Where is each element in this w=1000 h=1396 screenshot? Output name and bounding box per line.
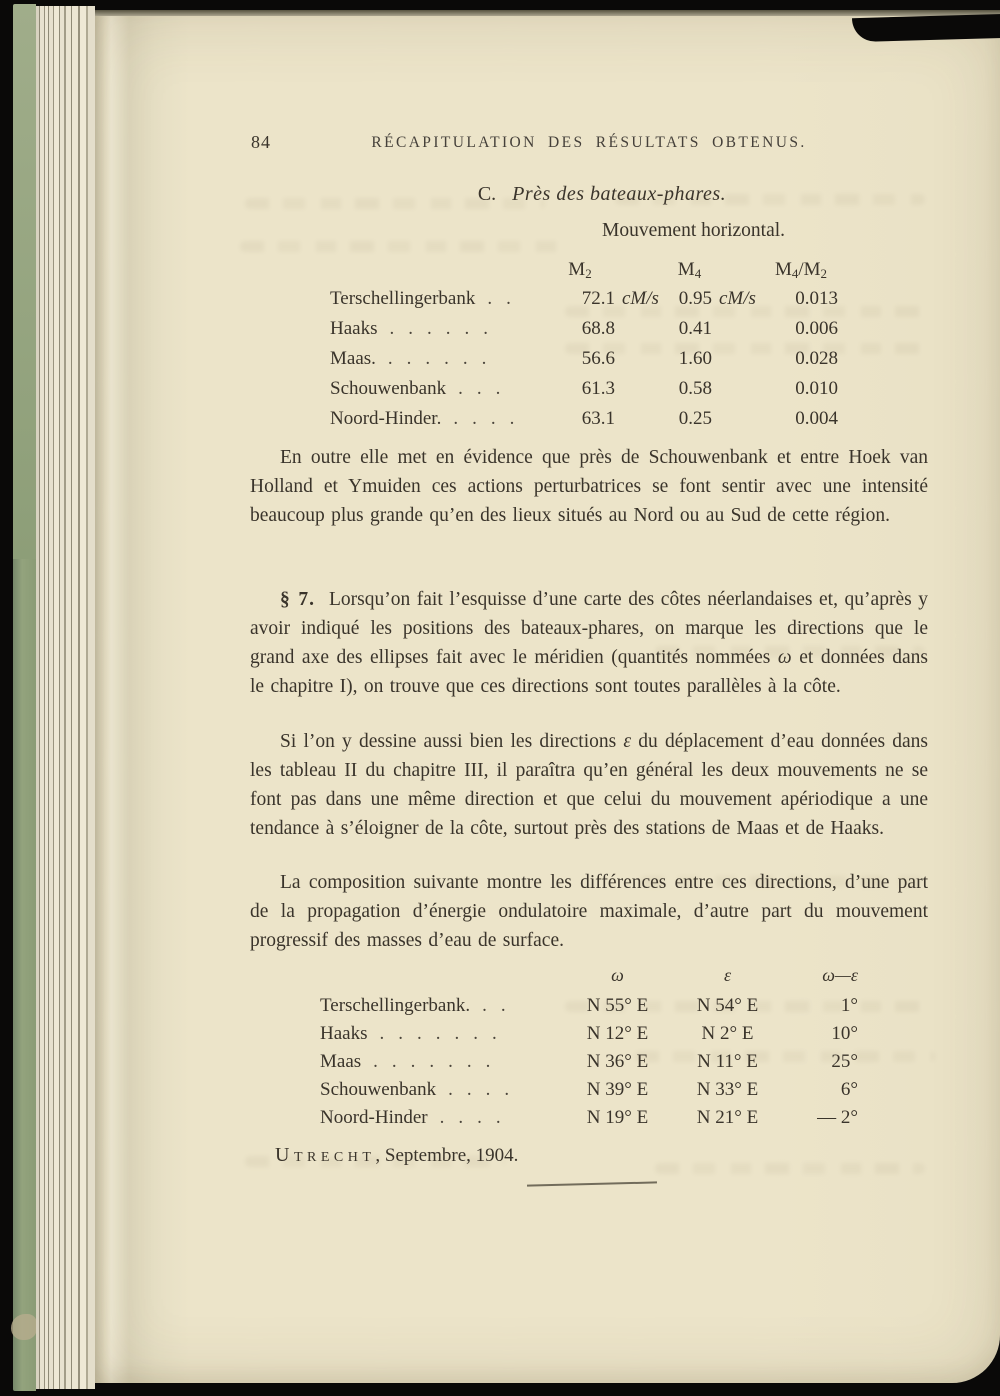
m2-value: 68.8 [581, 318, 615, 339]
directions-table [320, 962, 858, 1132]
city-name: Utrecht [275, 1144, 376, 1166]
column-header-omega-minus-epsilon: ω—ε [822, 965, 858, 985]
station-name: Maas. [330, 348, 376, 369]
section-7-mark: § 7. [280, 589, 315, 610]
running-header: RÉCAPITULATION DES RÉSULTATS OBTENUS. [371, 134, 807, 151]
omega-value: N 55° E [586, 995, 649, 1016]
omega-value: N 12° E [586, 1023, 649, 1044]
page-number: 84 [251, 132, 271, 152]
table-row [320, 992, 858, 1020]
book-cover-edge [13, 4, 36, 1391]
m4-value: 0.41 [678, 318, 712, 339]
column-header-omega: ω [611, 965, 624, 985]
column-header-m4m2: $M_4/M_2$ [774, 259, 828, 281]
column-header-m2: $M_2$ [568, 259, 592, 281]
station-name: Schouwenbank [330, 378, 447, 399]
table-row [320, 1048, 858, 1076]
station-name: Maas [320, 1051, 362, 1072]
m4-value: 0.58 [678, 378, 712, 399]
dot-leader: ....... [379, 1023, 511, 1044]
date-text: , Septembre, 1904. [375, 1145, 519, 1166]
table-row [330, 374, 838, 404]
m2-value: 56.6 [581, 348, 615, 369]
table-header-row [320, 962, 858, 992]
omega-symbol: ω [777, 647, 792, 668]
station-name: Haaks [320, 1023, 368, 1044]
m4-value: 0.95 [678, 288, 712, 309]
epsilon-value: N 2° E [701, 1023, 754, 1044]
ratio-value: 0.004 [795, 408, 838, 429]
difference-value: 10° [831, 1023, 858, 1044]
table-row [320, 1020, 858, 1048]
section-label: C. [477, 183, 497, 205]
omega-value: N 39° E [586, 1079, 649, 1100]
column-header-epsilon: ε [723, 965, 732, 985]
column-header-m4: $M_4$ [677, 259, 702, 281]
table-row [330, 344, 838, 374]
horizontal-movement-table [330, 256, 838, 434]
ratio-value: 0.028 [795, 348, 838, 369]
difference-value: 1° [840, 995, 858, 1016]
table-row [330, 284, 838, 314]
difference-value: 6° [840, 1079, 858, 1100]
ratio-value: 0.006 [795, 318, 838, 339]
m2-value: 63.1 [581, 408, 615, 429]
paragraph: Si l’on y dessine aussi bien les directions ε du déplacement d’eau données dans les tableau II du chapitre III, il paraîtra qu’en général les deux mouvements ne se font pas dans une même direction et que celui du mouvement apériodique a une tendance à s’éloigner de la côte, surtout près des stations de Maas et de Haaks. [250, 731, 928, 839]
dot-leader: .... [439, 1107, 515, 1128]
m2-unit: cM/s [622, 288, 659, 309]
paragraph: En outre elle met en évidence que près de Schouwenbank et entre Hoek van Holland et Ymuiden ces actions perturbatrices se font sentir avec une intensité beaucoup plus grande qu’en des lieux situés au Nord ou au Sud de cette région. [250, 447, 928, 526]
epsilon-value: N 33° E [696, 1079, 759, 1100]
paragraph-section-7: § 7. Lorsqu’on fait l’esquisse d’une carte des côtes néerlandaises et, qu’après y avoir indiqué les positions des bateaux-phares, on marque les directions que le grand axe des ellipses fait avec le méridien (quantités nommées ω et données dans le chapitre I), on trouve que ces directions sont toutes parallèles à la côte. [250, 589, 929, 697]
m4-value: 1.60 [678, 348, 712, 369]
epsilon-value: N 21° E [696, 1107, 759, 1128]
station-name: Noord-Hinder. [330, 408, 442, 429]
paragraph: La composition suivante montre les différences entre ces directions, d’une part de la propagation d’énergie ondulatoire maximale, d’autre part du mouvement progressif des masses d’eau de surface. [250, 872, 928, 951]
place-date-line [275, 1144, 518, 1167]
m4-unit: cM/s [719, 288, 756, 309]
dot-leader: ....... [373, 1051, 505, 1072]
station-name: Noord-Hinder [320, 1107, 428, 1128]
dot-leader: ... [458, 378, 515, 399]
table-title: Mouvement horizontal. [602, 220, 786, 241]
dot-leader: .. [487, 288, 525, 309]
difference-value: — 2° [817, 1107, 858, 1128]
cover-worn-corner [11, 1314, 37, 1340]
m2-value: 61.3 [581, 378, 615, 399]
epsilon-value: N 11° E [697, 1051, 758, 1072]
station-name: Haaks [330, 318, 378, 339]
table-row [320, 1104, 858, 1132]
m2-value: 72.1 [581, 288, 615, 309]
omega-value: N 36° E [586, 1051, 649, 1072]
section-title: Près des bateaux-phares. [512, 183, 727, 205]
dot-leader: .... [448, 1079, 524, 1100]
dot-leader: ...... [389, 318, 502, 339]
table-row [330, 404, 838, 434]
dot-leader: .... [453, 408, 529, 429]
section-heading [250, 183, 928, 206]
epsilon-value: N 54° E [696, 995, 759, 1016]
m4-value: 0.25 [678, 408, 712, 429]
dot-leader: ...... [387, 348, 501, 369]
stacked-page-edges [36, 6, 95, 1389]
table-row [320, 1076, 858, 1104]
station-name: Terschellingerbank [330, 288, 476, 309]
dot-leader: .. [482, 995, 520, 1016]
ratio-value: 0.013 [795, 288, 838, 309]
epsilon-symbol: ε [623, 731, 632, 752]
ratio-value: 0.010 [795, 378, 838, 399]
station-name: Schouwenbank [320, 1079, 437, 1100]
text-block [250, 16, 928, 1383]
table-header-row [330, 256, 838, 284]
difference-value: 25° [831, 1051, 858, 1072]
book-page [95, 16, 1000, 1383]
station-name: Terschellingerbank. [320, 995, 471, 1016]
table-row [330, 314, 838, 344]
end-rule [527, 1181, 657, 1186]
omega-value: N 19° E [586, 1107, 649, 1128]
